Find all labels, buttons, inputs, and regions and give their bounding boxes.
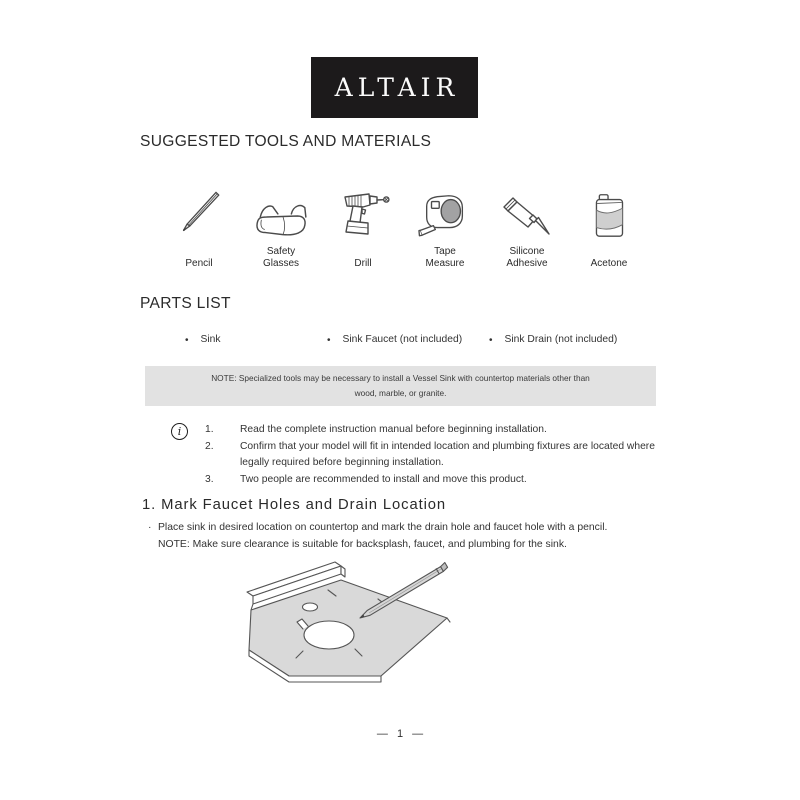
tool-safety-glasses [240, 178, 322, 270]
drill-icon [335, 178, 391, 242]
footer-dash: — [376, 728, 388, 740]
tool-label: Tape Measure [425, 246, 465, 269]
countertop-marking-illustration [245, 556, 455, 704]
acetone-icon [582, 178, 636, 242]
instruction-item [205, 422, 658, 439]
brand-logo-text: ALTAIR [334, 73, 460, 102]
specialized-tools-note [145, 366, 656, 406]
silicone-adhesive-icon [499, 178, 555, 242]
brand-logo [311, 57, 478, 118]
step1-line-text: Place sink in desired location on countertop and mark the drain hole and faucet hole with a pencil. [158, 522, 608, 533]
step1-body [148, 519, 607, 553]
tool-tape-measure [404, 178, 486, 270]
bullet-icon: • [185, 335, 189, 346]
info-icon: i [171, 423, 188, 440]
bullet-icon: • [489, 335, 493, 346]
page-footer [0, 728, 800, 740]
tool-drill [322, 178, 404, 270]
instruction-number: 3. [205, 473, 214, 485]
instruction-text: Two people are recommended to install and move this product. [240, 473, 527, 485]
step1-line-text: NOTE: Make sure clearance is suitable for backsplash, faucet, and plumbing for the sink. [158, 539, 567, 550]
tools-row [158, 178, 650, 270]
general-instructions-list [205, 422, 658, 488]
parts-item-label: Sink Faucet (not included) [342, 334, 463, 345]
instruction-text: Confirm that your model will fit in intended location and plumbing fixtures are located where legally required before beginning installation. [240, 440, 655, 468]
instruction-item [205, 472, 658, 489]
step1-line [148, 519, 607, 536]
safety-glasses-icon [252, 178, 310, 242]
tool-pencil [158, 178, 240, 270]
tool-label: Pencil [185, 258, 213, 269]
page-number: 1 [396, 728, 404, 740]
instruction-number: 2. [205, 440, 214, 452]
tool-label: Safety Glasses [262, 246, 300, 269]
parts-item-label: Sink Drain (not included) [504, 334, 618, 345]
line-marker [148, 536, 158, 553]
instruction-number: 1. [205, 424, 214, 435]
parts-item-label: Sink [200, 334, 221, 345]
line-marker: · [148, 522, 152, 533]
note-text: NOTE: Specialized tools may be necessary to install a Vessel Sink with countertop materials other than wood, marble, or granite. [211, 373, 590, 398]
bullet-icon: • [327, 335, 331, 346]
footer-dash: — [412, 728, 424, 740]
tape-measure-icon [418, 178, 472, 242]
parts-section-heading: PARTS LIST [140, 295, 231, 312]
parts-list-item [185, 334, 221, 347]
tool-silicone-adhesive [486, 178, 568, 270]
step1-line [148, 536, 607, 553]
parts-list-item [489, 334, 617, 347]
tool-label: Silicone Adhesive [506, 246, 548, 269]
tool-label: Acetone [590, 258, 628, 269]
pencil-icon [172, 178, 226, 242]
parts-list-item [327, 334, 462, 347]
tools-section-heading: SUGGESTED TOOLS AND MATERIALS [140, 133, 432, 150]
step1-heading: 1. Mark Faucet Holes and Drain Location [142, 497, 447, 513]
tool-label: Drill [354, 258, 372, 269]
instruction-text: Read the complete instruction manual before beginning installation. [240, 424, 547, 435]
instruction-item [205, 439, 658, 472]
tool-acetone [568, 178, 650, 270]
